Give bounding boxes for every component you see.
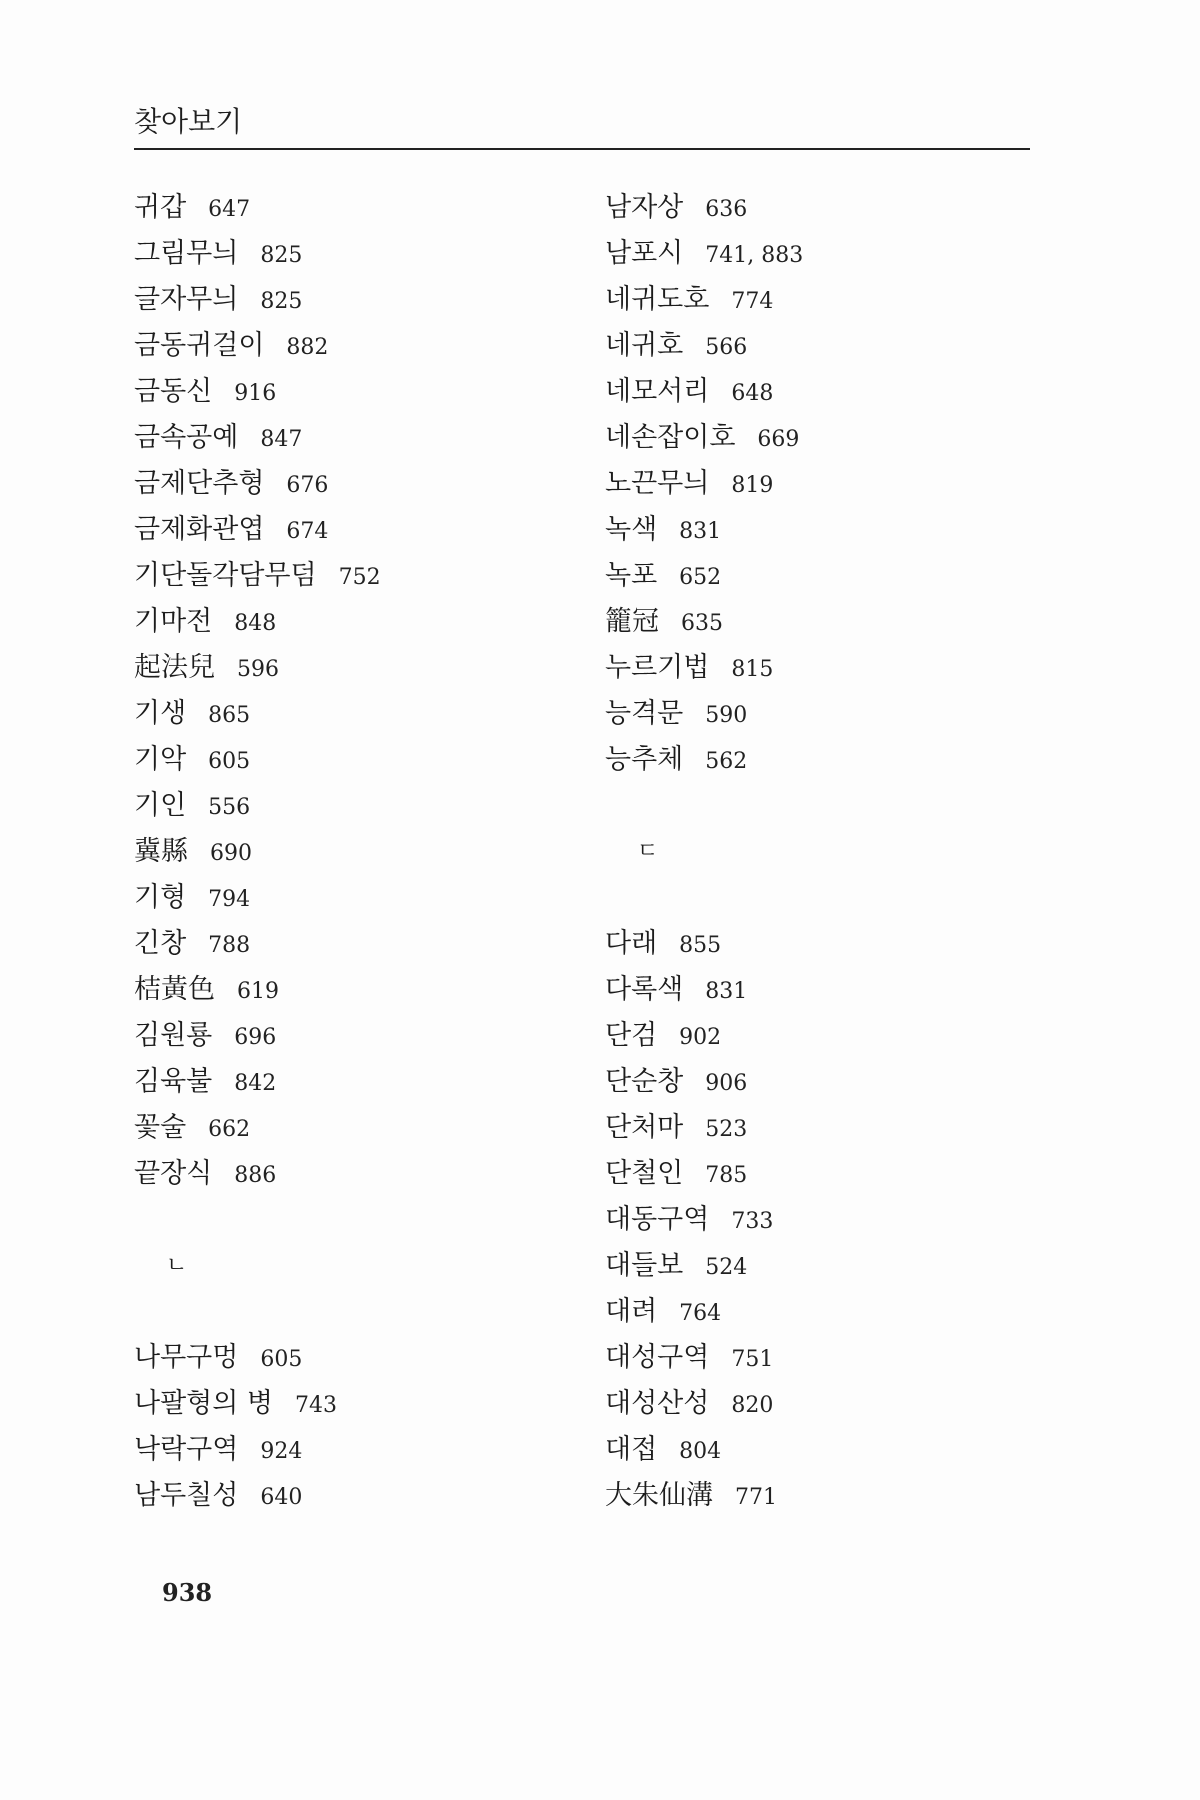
- index-entry: [134, 461, 381, 507]
- index-entry: [605, 1289, 803, 1335]
- index-term: 남두칠성: [134, 1480, 239, 1511]
- index-page-ref: 619: [237, 979, 279, 1004]
- index-page-ref: 764: [679, 1301, 722, 1326]
- index-entry: [605, 1381, 803, 1427]
- index-term: 노끈무늬: [605, 468, 710, 499]
- section-letter-heading: ㄴ: [166, 1253, 188, 1278]
- index-term: 나팔형의 병: [134, 1388, 273, 1419]
- index-page-ref: 848: [234, 611, 277, 636]
- index-entry: [605, 461, 803, 507]
- index-entry: [134, 369, 381, 415]
- index-term: 대들보: [605, 1250, 684, 1281]
- index-term: 남자상: [605, 192, 684, 223]
- index-page-ref: 524: [705, 1255, 748, 1280]
- index-entry: [605, 967, 803, 1013]
- index-entry: [134, 1427, 381, 1473]
- index-entry: [134, 691, 381, 737]
- index-page-ref: 696: [234, 1025, 277, 1050]
- index-entry: [134, 323, 381, 369]
- index-entry: [134, 737, 381, 783]
- index-term: 네손잡이호: [605, 422, 736, 453]
- index-term: 대동구역: [605, 1204, 710, 1235]
- index-term: 단검: [605, 1020, 658, 1051]
- index-term: 금제단추형: [134, 468, 265, 499]
- index-page-ref: 690: [210, 841, 252, 866]
- index-page-ref: 676: [286, 473, 329, 498]
- index-entry: [605, 507, 803, 553]
- index-term: 낙락구역: [134, 1434, 239, 1465]
- index-entry: [605, 415, 803, 461]
- index-term: 籠冠: [605, 606, 659, 637]
- index-term: 녹포: [605, 560, 658, 591]
- index-page-ref: 820: [731, 1393, 774, 1418]
- index-term: 능추체: [605, 744, 684, 775]
- index-page-ref: 819: [731, 473, 774, 498]
- index-page-ref: 788: [208, 933, 251, 958]
- index-term: 단순창: [605, 1066, 684, 1097]
- section-spacer: [134, 1289, 381, 1335]
- index-term: 귀갑: [134, 192, 187, 223]
- index-entry: [605, 323, 803, 369]
- index-term: 대성구역: [605, 1342, 710, 1373]
- index-page-ref: 882: [286, 335, 329, 360]
- index-page-ref: 752: [338, 565, 381, 590]
- index-entry: [134, 829, 381, 875]
- index-page-ref: 523: [705, 1117, 748, 1142]
- index-entry: [605, 1013, 803, 1059]
- section-spacer: [134, 1197, 381, 1243]
- index-term: 누르기법: [605, 652, 710, 683]
- index-entry: [134, 1013, 381, 1059]
- index-term: 꽃술: [134, 1112, 187, 1143]
- index-term: 기생: [134, 698, 187, 729]
- index-page-ref: 842: [234, 1071, 277, 1096]
- index-term: 끝장식: [134, 1158, 213, 1189]
- page-number: 938: [162, 1578, 213, 1607]
- index-page-ref: 815: [731, 657, 774, 682]
- index-page-ref: 635: [681, 611, 723, 636]
- index-term: 김육불: [134, 1066, 213, 1097]
- index-entry: [605, 1197, 803, 1243]
- index-page-ref: 751: [731, 1347, 774, 1372]
- index-page-ref: 886: [234, 1163, 277, 1188]
- index-term: 금동신: [134, 376, 213, 407]
- index-entry: [134, 415, 381, 461]
- index-term: 단처마: [605, 1112, 684, 1143]
- index-page-ref: 590: [705, 703, 748, 728]
- index-page-ref: 640: [260, 1485, 303, 1510]
- index-term: 冀縣: [134, 836, 188, 867]
- index-term: 다래: [605, 928, 658, 959]
- index-page-ref: 774: [731, 289, 774, 314]
- index-entry: [605, 1335, 803, 1381]
- index-page-ref: 605: [260, 1347, 303, 1372]
- index-entry: [134, 185, 381, 231]
- index-entry: [605, 691, 803, 737]
- index-entry: [134, 507, 381, 553]
- index-page-ref: 669: [757, 427, 800, 452]
- index-page-ref: 855: [679, 933, 722, 958]
- index-entry: [605, 231, 803, 277]
- index-term: 글자무늬: [134, 284, 239, 315]
- index-page-ref: 648: [731, 381, 774, 406]
- index-entry: [134, 783, 381, 829]
- index-term: 김원룡: [134, 1020, 213, 1051]
- section-letter-heading: ㄷ: [637, 839, 659, 864]
- index-term: 긴창: [134, 928, 187, 959]
- index-entry: [134, 1059, 381, 1105]
- header-divider: [134, 148, 1030, 150]
- index-page-ref: 916: [234, 381, 277, 406]
- index-entry: [605, 1059, 803, 1105]
- index-term: 녹색: [605, 514, 658, 545]
- index-entry: [605, 369, 803, 415]
- index-term: 금제화관엽: [134, 514, 265, 545]
- index-term: 남포시: [605, 238, 684, 269]
- index-page-ref: 831: [679, 519, 722, 544]
- index-page-ref: 865: [208, 703, 251, 728]
- index-entry: [605, 553, 803, 599]
- index-page-ref: 902: [679, 1025, 722, 1050]
- index-term: 起法兒: [134, 652, 215, 683]
- index-entry: [134, 875, 381, 921]
- index-entry: [605, 1151, 803, 1197]
- index-page-ref: 556: [208, 795, 251, 820]
- index-term: 네귀도호: [605, 284, 710, 315]
- index-page-ref: 906: [705, 1071, 748, 1096]
- index-entry: [134, 1473, 381, 1519]
- index-page-ref: 596: [237, 657, 279, 682]
- index-term: 금동귀걸이: [134, 330, 265, 361]
- index-term: 기단돌각담무덤: [134, 560, 317, 591]
- index-entry: [134, 277, 381, 323]
- index-term: 네귀호: [605, 330, 684, 361]
- index-term: 능격문: [605, 698, 684, 729]
- index-term: 대성산성: [605, 1388, 710, 1419]
- index-term: 단철인: [605, 1158, 684, 1189]
- index-entry: [605, 277, 803, 323]
- index-entry: [605, 1473, 803, 1519]
- index-term: 大朱仙溝: [605, 1480, 713, 1511]
- running-header-title: 찾아보기: [134, 105, 243, 138]
- index-term: 기악: [134, 744, 187, 775]
- index-term: 네모서리: [605, 376, 710, 407]
- index-term: 대접: [605, 1434, 658, 1465]
- index-term: 나무구멍: [134, 1342, 239, 1373]
- section-spacer: [605, 875, 803, 921]
- index-entry: [605, 599, 803, 645]
- index-page-ref: 831: [705, 979, 748, 1004]
- index-page-ref: 924: [260, 1439, 303, 1464]
- index-page-ref: 562: [705, 749, 748, 774]
- index-entry: [605, 645, 803, 691]
- index-page-ref: 743: [295, 1393, 337, 1418]
- index-page-ref: 733: [731, 1209, 774, 1234]
- index-entry: [134, 1335, 381, 1381]
- index-entry: [605, 185, 803, 231]
- index-page-ref: 647: [208, 197, 251, 222]
- index-page-ref: 794: [208, 887, 251, 912]
- section-spacer: [605, 783, 803, 829]
- index-entry: [134, 1381, 381, 1427]
- index-page-ref: 804: [679, 1439, 722, 1464]
- index-page-ref: 771: [735, 1485, 777, 1510]
- index-page-ref: 785: [705, 1163, 748, 1188]
- index-entry: [134, 231, 381, 277]
- index-term: 금속공예: [134, 422, 239, 453]
- index-entry: [134, 967, 381, 1013]
- index-page-ref: 674: [286, 519, 329, 544]
- index-term: 다록색: [605, 974, 684, 1005]
- index-page-ref: 847: [260, 427, 303, 452]
- index-entry: [605, 1243, 803, 1289]
- index-term: 桔黃色: [134, 974, 215, 1005]
- index-entry: [605, 921, 803, 967]
- index-page-ref: 825: [260, 243, 303, 268]
- index-entry: [134, 645, 381, 691]
- index-page-ref: 636: [705, 197, 748, 222]
- index-entry: [134, 599, 381, 645]
- index-column-left: [134, 185, 381, 1519]
- index-term: 대려: [605, 1296, 658, 1327]
- index-entry: [605, 737, 803, 783]
- index-entry: [605, 1427, 803, 1473]
- index-page-ref: 605: [208, 749, 251, 774]
- index-column-right: [605, 185, 803, 1519]
- index-term: 그림무늬: [134, 238, 239, 269]
- index-entry: [134, 553, 381, 599]
- index-entry: [605, 1105, 803, 1151]
- index-page-ref: 662: [208, 1117, 251, 1142]
- index-page-ref: 741, 883: [705, 243, 804, 268]
- index-term: 기형: [134, 882, 187, 913]
- index-page-ref: 825: [260, 289, 303, 314]
- index-entry: [134, 921, 381, 967]
- index-page-ref: 652: [679, 565, 722, 590]
- index-term: 기마전: [134, 606, 213, 637]
- index-page-ref: 566: [705, 335, 748, 360]
- index-term: 기인: [134, 790, 187, 821]
- index-entry: [134, 1151, 381, 1197]
- index-entry: [134, 1105, 381, 1151]
